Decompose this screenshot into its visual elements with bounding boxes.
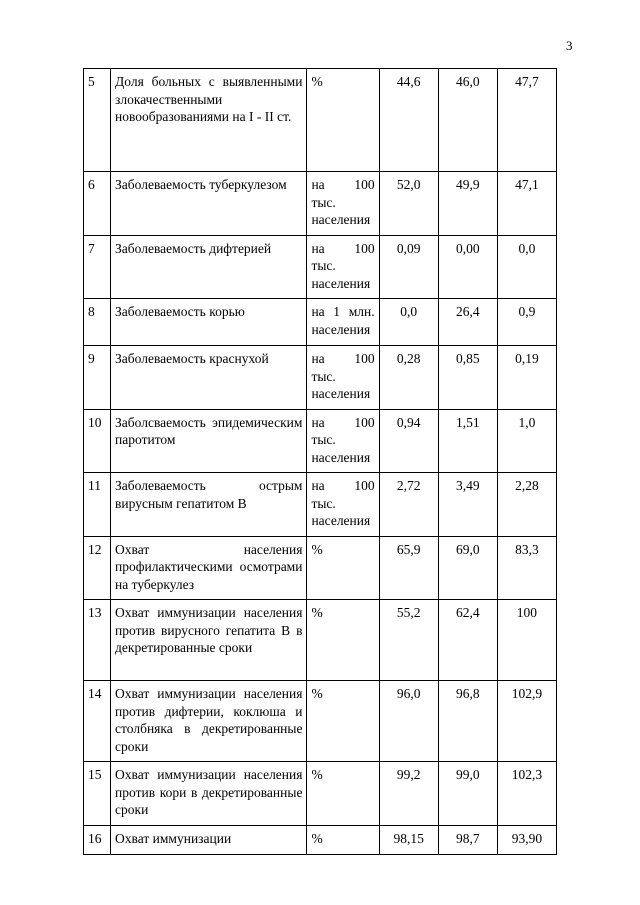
value-2: 96,8 bbox=[438, 681, 497, 762]
table-row bbox=[84, 69, 557, 172]
value-1: 65,9 bbox=[379, 536, 438, 600]
value-2: 49,9 bbox=[438, 172, 497, 236]
value-2: 0,85 bbox=[438, 346, 497, 410]
indicator-name: Заболеваемость туберкулезом bbox=[111, 172, 307, 236]
indicator-name: Охват населения профилактическими осмотрами на туберкулез bbox=[111, 536, 307, 600]
row-number: 15 bbox=[84, 762, 111, 826]
value-3: 93,90 bbox=[497, 826, 556, 855]
table-row bbox=[84, 473, 557, 537]
table-row bbox=[84, 299, 557, 346]
value-2: 26,4 bbox=[438, 299, 497, 346]
indicators-table bbox=[83, 68, 557, 855]
table-row bbox=[84, 346, 557, 410]
value-3: 0,19 bbox=[497, 346, 556, 410]
unit: % bbox=[307, 762, 379, 826]
value-3: 0,9 bbox=[497, 299, 556, 346]
unit: на 1 млн. населения bbox=[307, 299, 379, 346]
unit: на 100 тыс. населения bbox=[307, 409, 379, 473]
indicator-name: Охват иммунизации населения против дифтерии, коклюша и столбняка в декретированные сроки bbox=[111, 681, 307, 762]
value-3: 0,0 bbox=[497, 235, 556, 299]
value-3: 47,7 bbox=[497, 69, 556, 172]
row-number: 12 bbox=[84, 536, 111, 600]
value-1: 2,72 bbox=[379, 473, 438, 537]
row-number: 16 bbox=[84, 826, 111, 855]
row-number: 5 bbox=[84, 69, 111, 172]
indicator-name: Заболеваемость дифтерией bbox=[111, 235, 307, 299]
row-number: 6 bbox=[84, 172, 111, 236]
indicator-name: Охват иммунизации населения против кори в декретированные сроки bbox=[111, 762, 307, 826]
indicator-name: Заболеваемость корью bbox=[111, 299, 307, 346]
unit: на 100 тыс. населения bbox=[307, 235, 379, 299]
value-3: 1,0 bbox=[497, 409, 556, 473]
value-3: 83,3 bbox=[497, 536, 556, 600]
value-3: 2,28 bbox=[497, 473, 556, 537]
unit: % bbox=[307, 536, 379, 600]
row-number: 10 bbox=[84, 409, 111, 473]
unit: на 100 тыс. населения bbox=[307, 473, 379, 537]
table-row bbox=[84, 172, 557, 236]
indicator-name: Доля больных с выявленными злокачественными новообразованиями на I - II ст. bbox=[111, 69, 307, 172]
row-number: 8 bbox=[84, 299, 111, 346]
value-1: 99,2 bbox=[379, 762, 438, 826]
indicator-name: Заболеваемость краснухой bbox=[111, 346, 307, 410]
table-row bbox=[84, 235, 557, 299]
value-2: 3,49 bbox=[438, 473, 497, 537]
value-3: 102,9 bbox=[497, 681, 556, 762]
value-2: 98,7 bbox=[438, 826, 497, 855]
value-1: 98,15 bbox=[379, 826, 438, 855]
row-number: 9 bbox=[84, 346, 111, 410]
row-number: 11 bbox=[84, 473, 111, 537]
value-3: 102,3 bbox=[497, 762, 556, 826]
table-row bbox=[84, 681, 557, 762]
table-row bbox=[84, 762, 557, 826]
indicator-name: Охват иммунизации bbox=[111, 826, 307, 855]
value-2: 46,0 bbox=[438, 69, 497, 172]
table-row bbox=[84, 600, 557, 681]
row-number: 7 bbox=[84, 235, 111, 299]
indicator-name: Заболсваемость эпидемическим паротитом bbox=[111, 409, 307, 473]
unit: % bbox=[307, 826, 379, 855]
value-1: 0,09 bbox=[379, 235, 438, 299]
value-1: 0,0 bbox=[379, 299, 438, 346]
row-number: 13 bbox=[84, 600, 111, 681]
value-1: 44,6 bbox=[379, 69, 438, 172]
value-2: 62,4 bbox=[438, 600, 497, 681]
value-2: 0,00 bbox=[438, 235, 497, 299]
value-2: 1,51 bbox=[438, 409, 497, 473]
table-row bbox=[84, 536, 557, 600]
value-1: 0,94 bbox=[379, 409, 438, 473]
unit: % bbox=[307, 69, 379, 172]
value-2: 99,0 bbox=[438, 762, 497, 826]
unit: на 100 тыс. населения bbox=[307, 346, 379, 410]
row-number: 14 bbox=[84, 681, 111, 762]
indicator-name: Заболеваемость острым вирусным гепатитом В bbox=[111, 473, 307, 537]
value-3: 47,1 bbox=[497, 172, 556, 236]
value-1: 52,0 bbox=[379, 172, 438, 236]
unit: % bbox=[307, 600, 379, 681]
value-1: 55,2 bbox=[379, 600, 438, 681]
indicator-name: Охват иммунизации населения против вирусного гепатита В в декретированные сроки bbox=[111, 600, 307, 681]
value-1: 96,0 bbox=[379, 681, 438, 762]
value-1: 0,28 bbox=[379, 346, 438, 410]
unit: на 100 тыс. населения bbox=[307, 172, 379, 236]
unit: % bbox=[307, 681, 379, 762]
value-2: 69,0 bbox=[438, 536, 497, 600]
page-number: 3 bbox=[566, 38, 573, 53]
table-row bbox=[84, 826, 557, 855]
table-row bbox=[84, 409, 557, 473]
value-3: 100 bbox=[497, 600, 556, 681]
